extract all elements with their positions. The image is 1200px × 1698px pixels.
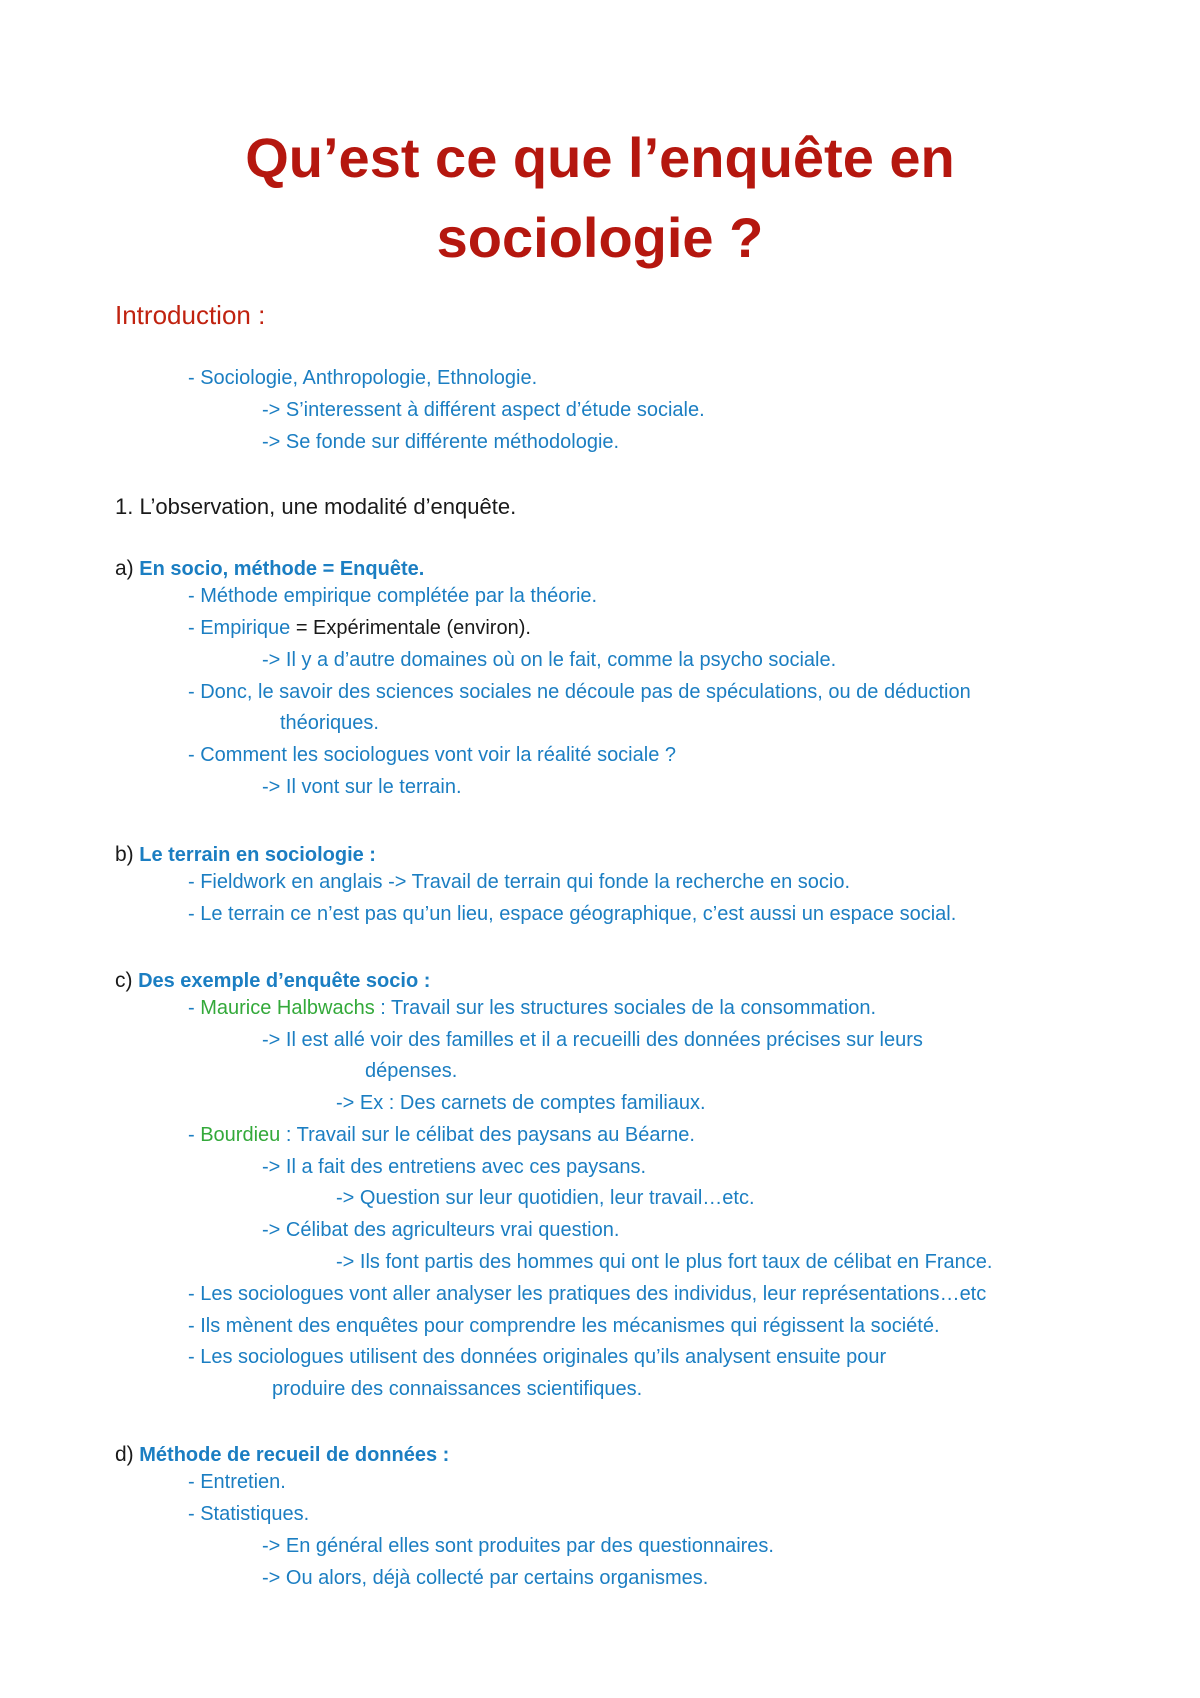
a-line-2-term: - Empirique (188, 617, 291, 639)
c-line-11 (188, 1314, 940, 1338)
subsection-c-letter: c) (115, 969, 133, 992)
subsection-d-title: Méthode de recueil de données : (139, 1444, 450, 1466)
c-line-11-part: - Ils mènent des enquêtes pour (188, 1315, 470, 1337)
intro-line-2: -> S’interessent à différent aspect d’étude sociale. (262, 399, 705, 421)
c-line-4-text: Des carnets de comptes familiaux. (399, 1092, 706, 1114)
subsection-a-title: En socio, méthode = Enquête. (139, 558, 425, 580)
c-line-1-dash: - (188, 997, 201, 1019)
c-line-4-prefix: -> Ex : (336, 1092, 400, 1114)
b-line-1-rest: qui fonde la recherche en socio. (560, 871, 851, 893)
title-line-2: sociologie ? (436, 206, 764, 269)
c-line-10-end: …etc (939, 1283, 987, 1305)
subsection-a-heading (115, 557, 424, 581)
b-line-2-term-1: espace géographique (499, 903, 692, 925)
c-line-12: - Les sociologues utilisent des données originales qu’ils analysent ensuite pour (188, 1346, 887, 1368)
c-line-5 (188, 1123, 695, 1147)
c-line-11-term: comprendre les mécanismes qui régissent la société (469, 1315, 934, 1337)
subsection-b-heading (115, 843, 376, 867)
c-line-6: -> Il a fait des entretiens avec ces paysans. (262, 1156, 647, 1178)
a-line-6: - Comment les sociologues vont voir la réalité sociale ? (188, 744, 676, 766)
c-line-13: produire des connaissances scientifiques. (272, 1378, 643, 1400)
subsection-b-letter: b) (115, 843, 134, 866)
d-line-3: -> En général elles sont produites par des questionnaires. (262, 1535, 774, 1557)
c-line-10-term-2: représentations (801, 1283, 940, 1305)
c-line-1-author: Maurice Halbwachs (200, 997, 375, 1019)
b-line-2 (188, 902, 956, 926)
d-line-1: - Entretien. (188, 1471, 286, 1493)
b-line-1-part: - Fieldwork en anglais -> (188, 871, 412, 893)
a-line-2-def: = Expérimentale (environ). (290, 617, 531, 639)
a-line-5: théoriques. (280, 712, 379, 734)
c-line-7: -> Question sur leur quotidien, leur travail…etc. (336, 1187, 755, 1209)
b-line-2-term-2: espace social (829, 903, 951, 925)
c-line-11-end: . (933, 1315, 940, 1337)
b-line-2-mid: , c’est aussi un (691, 903, 830, 925)
subsection-a-letter: a) (115, 557, 134, 580)
subsection-c-heading (115, 969, 430, 993)
subsection-c-title: Des exemple d’enquête socio : (138, 970, 431, 992)
c-line-9: -> Ils font partis des hommes qui ont le plus fort taux de célibat en France. (336, 1251, 993, 1273)
c-line-8: -> Célibat des agriculteurs vrai question. (262, 1219, 620, 1241)
c-line-5-topic: le célibat des paysans au Béarne (394, 1124, 690, 1146)
intro-heading: Introduction : (115, 300, 266, 330)
d-line-4: -> Ou alors, déjà collecté par certains organismes. (262, 1567, 709, 1589)
c-line-4 (336, 1091, 706, 1115)
subsection-d-letter: d) (115, 1443, 134, 1466)
c-line-1-topic: structures sociales de la consommation (520, 997, 871, 1019)
c-line-10-term-1: pratiques des individus (548, 1283, 752, 1305)
c-line-2: -> Il est allé voir des familles et il a recueilli des données précises sur leurs (262, 1029, 923, 1051)
c-line-5-end: . (689, 1124, 695, 1146)
c-line-10-mid: , leur (751, 1283, 802, 1305)
b-line-1 (188, 870, 850, 894)
c-line-10 (188, 1282, 986, 1306)
c-line-3: dépenses. (365, 1060, 458, 1082)
a-line-3: -> Il y a d’autre domaines où on le fait, comme la psycho sociale. (262, 649, 837, 671)
d-line-2: - Statistiques. (188, 1503, 310, 1525)
c-line-1 (188, 996, 876, 1020)
b-line-2-end: . (950, 903, 957, 925)
a-line-7: -> Il vont sur le terrain. (262, 776, 462, 798)
intro-line-1: - Sociologie, Anthropologie, Ethnologie. (188, 367, 538, 389)
a-line-4: - Donc, le savoir des sciences sociales ne découle pas de spéculations, ou de déduction (188, 681, 971, 703)
subsection-b-title: Le terrain en sociologie : (139, 844, 376, 866)
c-line-5-dash: - (188, 1124, 201, 1146)
a-line-2 (188, 616, 531, 640)
intro-line-3: -> Se fonde sur différente méthodologie. (262, 431, 620, 453)
c-line-1-end: . (870, 997, 877, 1019)
a-line-1: - Méthode empirique complétée par la théorie. (188, 585, 598, 607)
section-1-heading: 1. L’observation, une modalité d’enquête. (115, 494, 517, 519)
b-line-2-part: - Le terrain ce n’est pas qu’un lieu, (188, 903, 500, 925)
c-line-1-mid: : Travail sur les (374, 997, 521, 1019)
subsection-d-heading (115, 1443, 449, 1467)
b-line-1-term: Travail de terrain (411, 871, 561, 893)
title-line-1: Qu’est ce que l’enquête en (245, 126, 955, 189)
c-line-5-author: Bourdieu (200, 1124, 281, 1146)
page-title (0, 118, 1200, 278)
c-line-10-part: - Les sociologues vont aller analyser les (188, 1283, 549, 1305)
c-line-5-mid: : Travail sur (280, 1124, 395, 1146)
